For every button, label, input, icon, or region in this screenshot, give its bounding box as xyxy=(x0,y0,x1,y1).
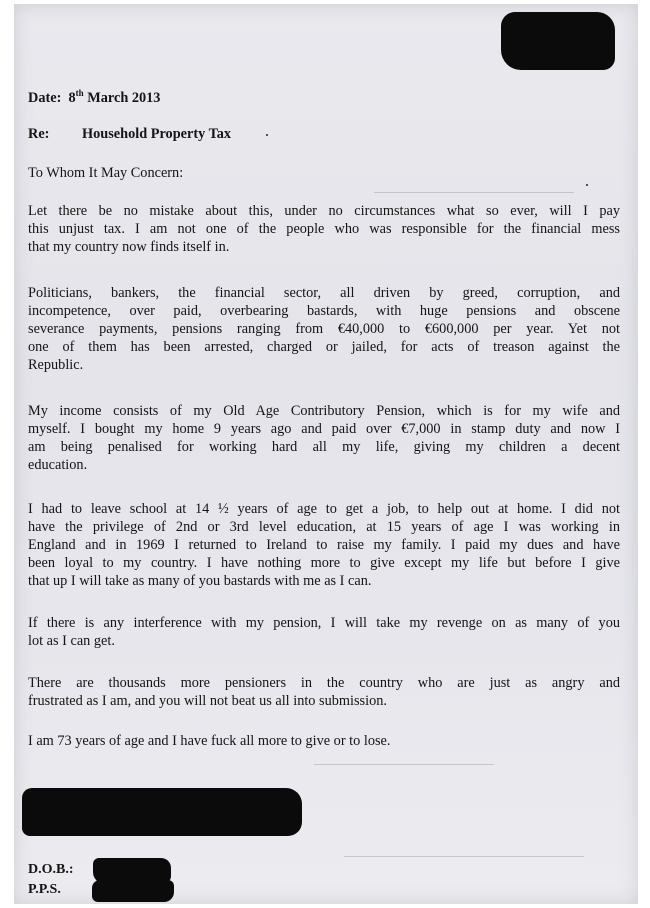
body-line: frustrated as I am, and you will not beat us all into submission. xyxy=(28,693,387,709)
body-line: I had to leave school at 14 ½ years of age to get a job, to help out at home. I did not xyxy=(28,501,620,517)
pps-label: P.P.S. xyxy=(28,882,61,897)
date-line xyxy=(28,90,160,107)
body-line: that up I will take as many of you bastards with me as I can. xyxy=(28,573,372,589)
date-suffix: th xyxy=(75,88,84,99)
body-line: this unjust tax. I am not one of the people who was responsible for the financial mess xyxy=(28,221,620,237)
dob-label: D.O.B.: xyxy=(28,862,74,877)
body-line: that my country now finds itself in. xyxy=(28,239,230,255)
scan-speck xyxy=(266,134,268,136)
body-line: one of them has been arrested, charged or jailed, for acts of treason against the xyxy=(28,339,620,355)
body-line: Let there be no mistake about this, under no circumstances what so ever, will I pay xyxy=(28,203,620,219)
redacted-signature xyxy=(22,788,302,836)
redacted-address-block xyxy=(501,12,615,70)
body-line: Republic. xyxy=(28,357,84,373)
body-line: lot as I can get. xyxy=(28,633,115,649)
body-line: have the privilege of 2nd or 3rd level education, at 15 years of age I was working in xyxy=(28,519,620,535)
body-line: Politicians, bankers, the financial sector, all driven by greed, corruption, and xyxy=(28,285,620,301)
scan-artifact xyxy=(374,192,574,193)
body-line: been loyal to my country. I have nothing more to give except my life but before I give xyxy=(28,555,620,571)
re-label: Re: xyxy=(28,126,50,142)
subject-line: Household Property Tax xyxy=(82,126,232,142)
body-line: education. xyxy=(28,457,88,473)
body-line: myself. I bought my home 9 years ago and paid over €7,000 in stamp duty and now I xyxy=(28,421,620,437)
date-rest: March 2013 xyxy=(87,90,161,106)
scan-speck xyxy=(586,184,588,186)
body-line: My income consists of my Old Age Contributory Pension, which is for my wife and xyxy=(28,403,620,419)
body-line: incompetence, over paid, overbearing bastards, with huge pensions and obscene xyxy=(28,303,620,319)
body-line: England and in 1969 I returned to Ireland to raise my family. I paid my dues and have xyxy=(28,537,620,553)
letter-page xyxy=(14,4,638,904)
salutation: To Whom It May Concern: xyxy=(28,165,184,181)
body-line: severance payments, pensions ranging from €40,000 to €600,000 per year. Yet not xyxy=(28,321,620,337)
body-line: There are thousands more pensioners in the country who are just as angry and xyxy=(28,675,620,691)
scan-artifact xyxy=(344,856,584,857)
scan-artifact xyxy=(314,764,494,765)
body-line: I am 73 years of age and I have fuck all more to give or to lose. xyxy=(28,733,391,749)
date-day: 8 xyxy=(68,90,76,106)
date-label: Date: xyxy=(28,90,62,106)
body-line: am being penalised for working hard all my life, giving my children a decent xyxy=(28,439,620,455)
body-line: If there is any interference with my pension, I will take my revenge on as many of you xyxy=(28,615,620,631)
redacted-pps xyxy=(92,880,174,902)
